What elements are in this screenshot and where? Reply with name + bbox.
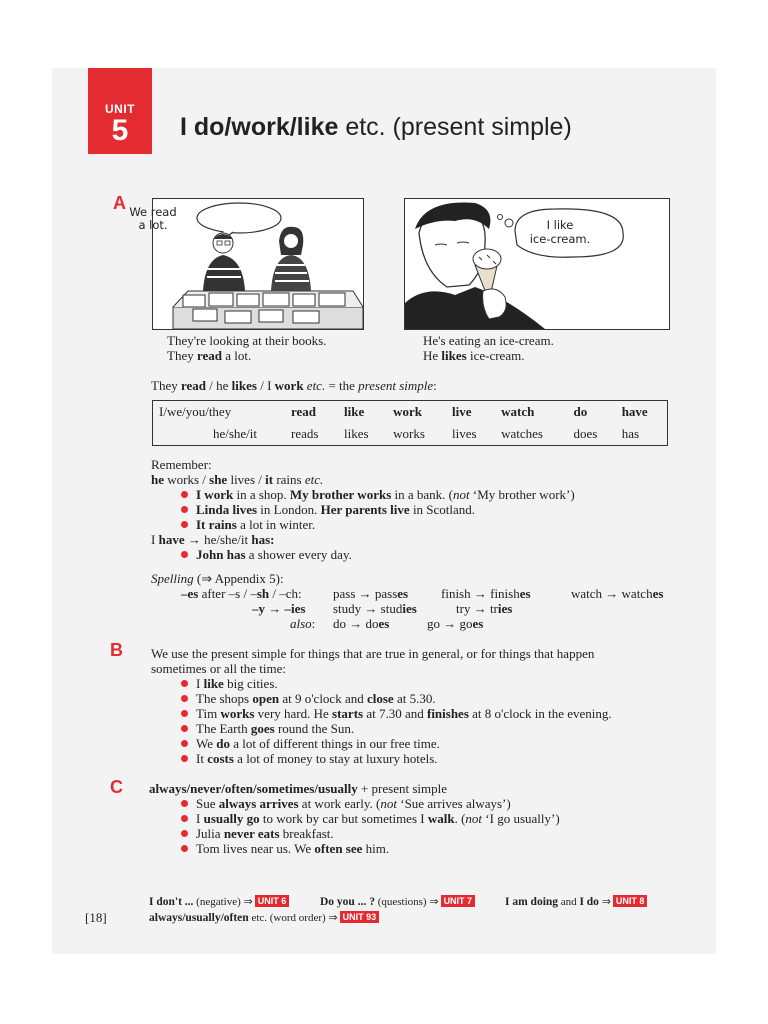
cross-ref-word-order[interactable]: always/usually/often etc. (word order) ⇒ UNIT 93 bbox=[149, 911, 379, 924]
section-c-letter: C bbox=[110, 777, 123, 797]
unit-number: 5 bbox=[111, 114, 129, 147]
spelling-example: study → studies bbox=[333, 601, 417, 616]
section-b-letter: B bbox=[110, 640, 123, 660]
caption-2: He's eating an ice-cream. He likes ice-cream. bbox=[423, 333, 554, 363]
page-title: I do/work/like etc. (present simple) bbox=[180, 113, 572, 141]
spelling-example: finish → finishes bbox=[441, 586, 531, 601]
spelling-example: watch → watches bbox=[571, 586, 664, 601]
bullet-icon bbox=[181, 491, 188, 498]
list-item: Linda lives in London. Her parents live in Scotland. bbox=[181, 502, 475, 517]
cross-ref-questions[interactable]: Do you ... ? (questions) ⇒ UNIT 7 bbox=[320, 895, 475, 908]
bullet-icon bbox=[181, 551, 188, 558]
unit-ref-badge[interactable]: UNIT 6 bbox=[255, 895, 290, 907]
list-item: It rains a lot in winter. bbox=[181, 517, 315, 532]
section-a-letter: A bbox=[113, 193, 126, 213]
spelling-example: try → tries bbox=[456, 601, 513, 616]
section-c-intro: always/never/often/sometimes/usually + present simple bbox=[149, 781, 448, 796]
spelling-example: do → does bbox=[333, 616, 390, 631]
page-number: [18] bbox=[85, 910, 107, 925]
section-b-intro: We use the present simple for things that are true in general, or for things that happen sometimes or all the time: bbox=[151, 646, 595, 676]
spelling-rule-es: –es after –s / –sh / –ch: bbox=[181, 586, 302, 601]
bullet-icon bbox=[181, 845, 188, 852]
list-item: We do a lot of different things in our free time. bbox=[181, 736, 440, 751]
present-simple-intro: They read / he likes / I work etc. = the present simple: bbox=[151, 378, 437, 393]
bullet-icon bbox=[181, 755, 188, 762]
rule-have-has: I have → he/she/it has: bbox=[151, 532, 275, 547]
cross-ref-present-continuous[interactable]: I am doing and I do ⇒ UNIT 8 bbox=[505, 895, 647, 908]
list-item: Tom lives near us. We often see him. bbox=[181, 841, 389, 856]
caption-1: They're looking at their books. They read a lot. bbox=[167, 333, 327, 363]
list-item: Sue always arrives at work early. (not ‘Sue arrives always’) bbox=[181, 796, 511, 811]
bullet-icon bbox=[181, 506, 188, 513]
bullet-icon bbox=[181, 521, 188, 528]
list-item: Tim works very hard. He starts at 7.30 and finishes at 8 o'clock in the evening. bbox=[181, 706, 612, 721]
rule-third-person: he works / she lives / it rains etc. bbox=[151, 472, 324, 487]
remember-label: Remember: bbox=[151, 457, 212, 472]
list-item: Julia never eats breakfast. bbox=[181, 826, 334, 841]
table-row: he/she/it reads likes works lives watches does has bbox=[212, 426, 640, 441]
bullet-icon bbox=[181, 815, 188, 822]
list-item: I usually go to work by car but sometimes I walk. (not ‘I go usually’) bbox=[181, 811, 560, 826]
spelling-example: go → goes bbox=[427, 616, 484, 631]
bullet-icon bbox=[181, 680, 188, 687]
unit-ref-badge[interactable]: UNIT 93 bbox=[340, 911, 380, 923]
list-item: The Earth goes round the Sun. bbox=[181, 721, 354, 736]
cross-ref-negative[interactable]: I don't ... (negative) ⇒ UNIT 6 bbox=[149, 895, 289, 908]
unit-ref-badge[interactable]: UNIT 8 bbox=[613, 895, 648, 907]
unit-badge bbox=[88, 68, 152, 154]
unit-label: UNIT bbox=[105, 102, 135, 116]
speech-bubble-1: We read a lot. bbox=[129, 205, 177, 232]
list-item: It costs a lot of money to stay at luxury hotels. bbox=[181, 751, 438, 766]
table-row: I/we/you/they read like work live watch do have bbox=[159, 404, 648, 419]
conjugation-table bbox=[152, 400, 668, 446]
spelling-rule-ies: –y → –ies bbox=[252, 601, 306, 616]
bullet-icon bbox=[181, 710, 188, 717]
spelling-rule-also: also: bbox=[290, 616, 316, 631]
bullet-icon bbox=[181, 830, 188, 837]
speech-bubble-2: I like ice-cream. bbox=[529, 218, 591, 246]
list-item: I work in a shop. My brother works in a bank. (not ‘My brother work’) bbox=[181, 487, 575, 502]
unit-ref-badge[interactable]: UNIT 7 bbox=[441, 895, 476, 907]
bullet-icon bbox=[181, 740, 188, 747]
bullet-icon bbox=[181, 800, 188, 807]
bullet-icon bbox=[181, 725, 188, 732]
list-item: The shops open at 9 o'clock and close at 5.30. bbox=[181, 691, 436, 706]
list-item: John has a shower every day. bbox=[181, 547, 352, 562]
list-item: I like big cities. bbox=[181, 676, 278, 691]
bullet-icon bbox=[181, 695, 188, 702]
spelling-heading: Spelling (⇒ Appendix 5): bbox=[151, 571, 284, 586]
spelling-example: pass → passes bbox=[333, 586, 409, 601]
